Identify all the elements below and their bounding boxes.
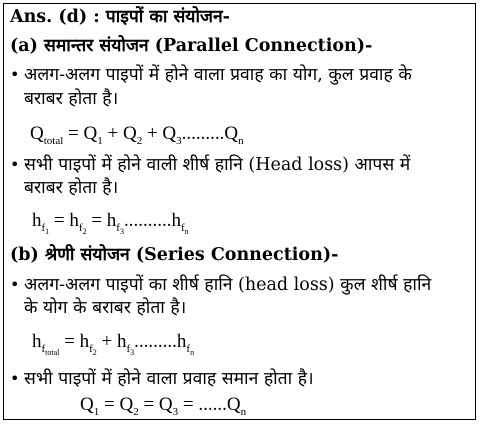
eq-subscript — [116, 222, 124, 234]
eq-operator: = — [63, 123, 84, 144]
bullet-text: अलग-अलग पाइपों में होने वाला प्रवाह का योग, कुल प्रवाह के — [24, 65, 412, 85]
section-a-bullet2-line1 — [24, 154, 410, 176]
eq-subscript-f: f — [89, 343, 93, 355]
equation-equal-flow — [80, 393, 246, 419]
eq-operator: = — [86, 210, 107, 231]
bullet-text: बराबर होता है। — [24, 89, 119, 109]
bullet-point: • — [10, 275, 20, 294]
section-a-title-hindi: (a) समान्तर संयोजन — [10, 36, 155, 56]
section-b-title-english: (Series Connection)- — [135, 245, 339, 265]
eq-subscript — [79, 222, 87, 234]
eq-subscript: n — [238, 135, 244, 147]
eq-symbol: Q — [226, 394, 241, 415]
bullet-point: • — [10, 155, 20, 174]
eq-symbol: Q — [80, 394, 94, 415]
eq-dots: ...... — [198, 394, 227, 415]
section-a-title — [10, 35, 372, 57]
eq-subscript-f: f — [126, 343, 131, 355]
eq-subscript — [42, 343, 60, 355]
eq-subsubscript: 2 — [92, 348, 97, 357]
eq-subsubscript: 2 — [82, 227, 87, 236]
eq-subscript — [127, 343, 135, 355]
bullet-point: • — [10, 369, 20, 388]
eq-subscript — [186, 343, 194, 355]
eq-subsubscript: n — [184, 227, 189, 236]
eq-subsubscript: 1 — [45, 227, 50, 236]
section-b-bullet2-line1 — [24, 368, 314, 390]
section-a-bullet2-line2 — [24, 177, 118, 199]
eq-subscript-f: f — [41, 343, 46, 355]
answer-box — [3, 3, 476, 420]
eq-symbol: Q — [162, 123, 177, 144]
eq-symbol: h — [79, 331, 90, 352]
eq-operator: = — [59, 331, 80, 352]
eq-symbol: h — [32, 210, 42, 231]
eq-dots: .......... — [123, 210, 172, 231]
section-b-title-hindi: (b) श्रेणी संयोजन — [10, 245, 136, 265]
eq-subsubscript: total — [45, 348, 60, 357]
eq-operator: = — [138, 394, 159, 415]
eq-operator: + — [142, 123, 163, 144]
section-b-bullet1-line1 — [24, 274, 431, 296]
eq-subscript: total — [43, 135, 64, 147]
heading-title: पाइपों का संयोजन- — [105, 7, 230, 27]
equation-head-loss-series — [32, 330, 194, 357]
section-a-bullet1-line1 — [24, 64, 412, 86]
bullet-point: • — [10, 65, 20, 84]
bullet-text: सभी पाइपों में होने वाला प्रवाह समान होता है। — [24, 369, 314, 389]
eq-symbol: h — [117, 331, 127, 352]
eq-operator: + — [102, 123, 123, 144]
eq-subscript: n — [240, 406, 247, 418]
eq-symbol: Q — [158, 394, 173, 415]
eq-symbol: h — [32, 331, 42, 352]
eq-symbol: Q — [119, 394, 134, 415]
eq-symbol: h — [171, 210, 181, 231]
eq-subscript: 2 — [136, 135, 143, 147]
eq-symbol: Q — [224, 123, 239, 144]
eq-subscript-f: f — [180, 222, 185, 234]
eq-subsubscript: 3 — [130, 348, 135, 357]
bullet-text: सभी पाइपों में होने वाली शीर्ष हानि (Head loss) आपस में — [24, 155, 411, 175]
eq-symbol: Q — [122, 123, 137, 144]
eq-dots: ......... — [134, 331, 177, 352]
eq-subscript-f: f — [116, 222, 120, 234]
eq-subscript-f: f — [186, 343, 191, 355]
answer-label: Ans. (d) : — [10, 7, 106, 27]
eq-subscript — [42, 222, 50, 234]
eq-symbol: h — [106, 210, 117, 231]
eq-subscript: 3 — [172, 406, 179, 418]
eq-subscript: 2 — [133, 406, 139, 418]
eq-symbol: Q — [30, 123, 44, 144]
eq-operator: = — [49, 210, 70, 231]
bullet-text: बराबर होता है। — [24, 178, 119, 198]
section-b-title — [10, 244, 338, 266]
eq-symbol: Q — [83, 123, 98, 144]
eq-symbol: h — [176, 331, 187, 352]
eq-subscript: 3 — [176, 135, 182, 147]
eq-subscript — [89, 343, 97, 355]
bullet-text: अलग-अलग पाइपों का शीर्ष हानि (head loss) कुल शीर्ष हानि — [24, 275, 432, 295]
eq-subsubscript: 3 — [119, 227, 124, 236]
equation-head-loss-parallel — [32, 209, 189, 236]
eq-operator: = — [178, 394, 199, 415]
eq-subscript: 1 — [93, 406, 100, 418]
section-a-title-english: (Parallel Connection)- — [154, 36, 373, 56]
eq-subscript-f: f — [41, 222, 46, 234]
eq-subsubscript: n — [190, 348, 195, 357]
eq-subscript-f: f — [78, 222, 83, 234]
eq-operator: = — [99, 394, 120, 415]
section-a-bullet1-line2 — [24, 88, 118, 110]
equation-total-flow — [30, 122, 244, 148]
eq-subscript — [181, 222, 189, 234]
eq-subscript: 1 — [97, 135, 103, 147]
eq-operator: + — [96, 331, 117, 352]
eq-dots: ......... — [181, 123, 225, 144]
bullet-text: के योग के बराबर होता है। — [24, 298, 187, 318]
section-b-bullet1-line2 — [24, 297, 186, 319]
eq-symbol: h — [69, 210, 79, 231]
answer-heading — [10, 6, 230, 28]
